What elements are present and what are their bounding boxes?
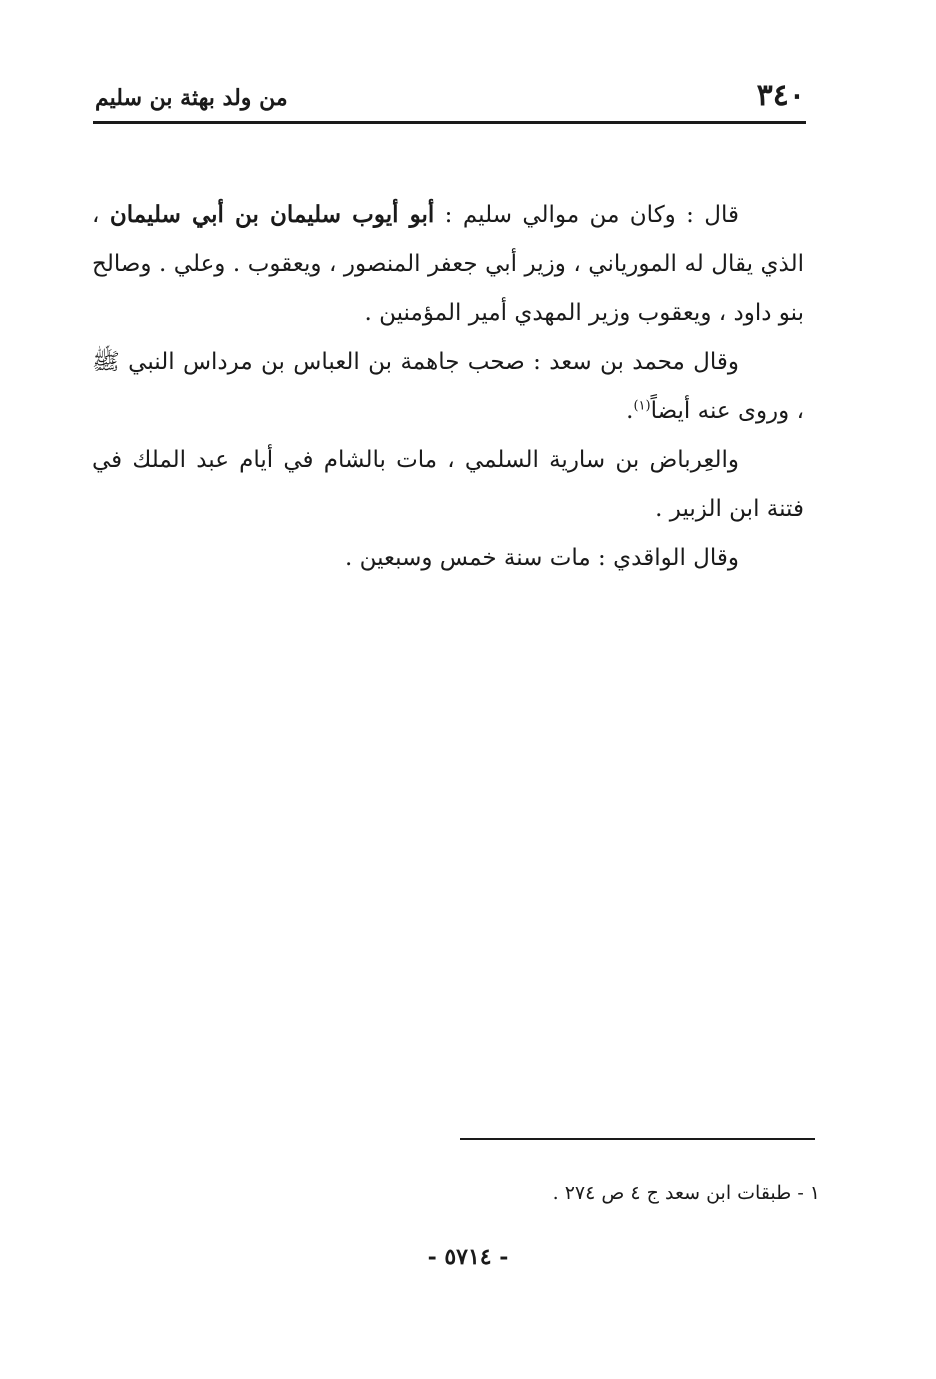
footnote-reference[interactable]: (١) (633, 398, 651, 414)
footnote-rule (460, 1138, 815, 1140)
footnote-1: ١ - طبقات ابن سعد ج ٤ ص ٢٧٤ . (552, 1182, 820, 1204)
paragraph-3: والعِرباض بن سارية السلمي ، مات بالشام في أيام عبد الملك في فتنة ابن الزبير . (92, 447, 804, 522)
header-rule (93, 121, 806, 124)
paragraph-1-intro: قال : وكان من موالي سليم : (434, 202, 740, 228)
page-header (95, 78, 805, 122)
running-title: من ولد بهثة بن سليم (95, 85, 288, 111)
page-number: ٣٤٠ (756, 78, 805, 113)
paragraph-4: وقال الواقدي : مات سنة خمس وسبعين . (344, 545, 739, 571)
paragraph-1 (92, 190, 804, 338)
folio-number: - ٥٧١٤ - (427, 1244, 509, 1270)
paragraph-2 (92, 338, 804, 436)
paragraph-1-name: أبو أيوب سليمان بن أبي سليمان (109, 201, 435, 228)
paragraph-2-end: . (626, 398, 634, 424)
paragraph-2-text: وقال محمد بن سعد : صحب جاهمة بن العباس بن مرداس النبي ﷺ ، وروى عنه أيضاً (92, 349, 804, 424)
paragraph-1-rest: ، الذي يقال له المورياني ، وزير أبي جعفر المنصور ، ويعقوب . وعلي . وصالح بنو داود ، ويعقوب وزير المهدي أمير المؤمنين . (92, 202, 804, 326)
main-text (92, 190, 804, 583)
